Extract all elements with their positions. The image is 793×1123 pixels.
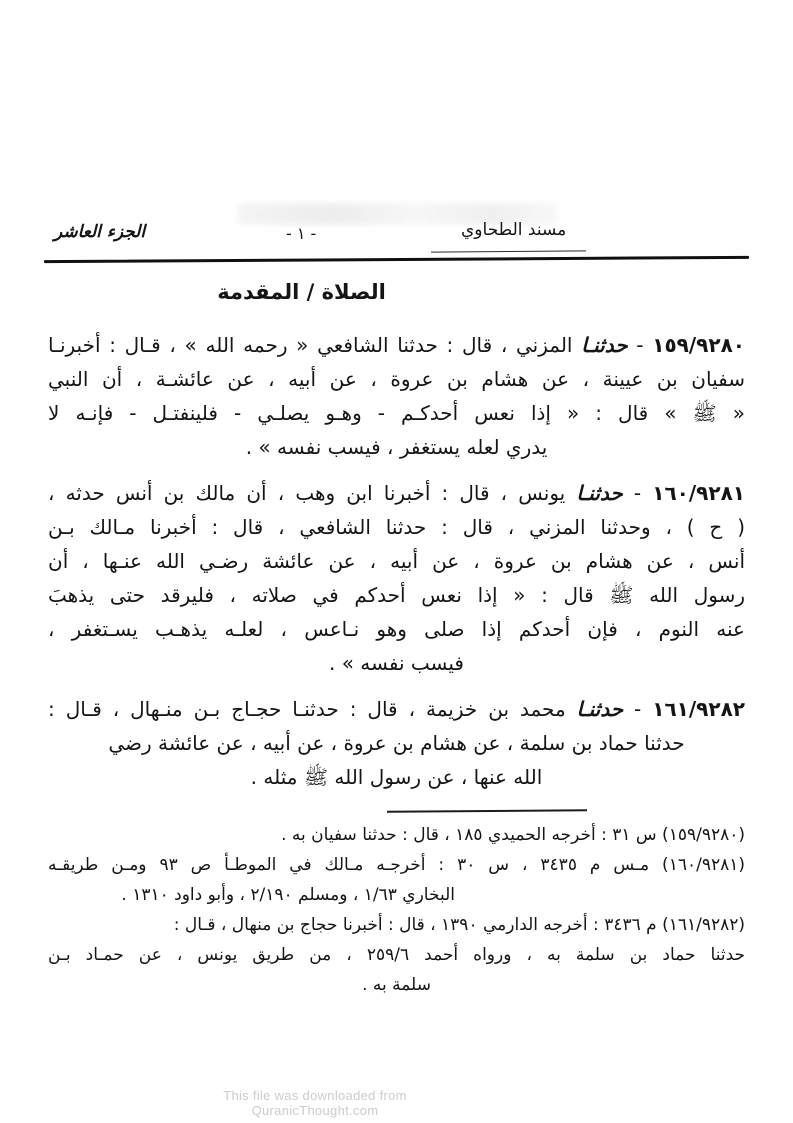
footnote-line: سلمة به . bbox=[362, 975, 431, 995]
hadith-line: سفيان بن عيينة ، عن هشام بن عروة ، عن أبيه ، عن عائشـة ، أن النبي bbox=[48, 367, 745, 391]
line-text: يونس ، قال : أخبرنا ابن وهب ، أن مالك بن أنس حدثه ، bbox=[48, 481, 577, 505]
hadith-line: يدري لعله يستغفر ، فيسب نفسه » . bbox=[245, 435, 548, 459]
hadith-text-block bbox=[48, 328, 745, 794]
hadith-opener: حدثنـا bbox=[576, 697, 624, 721]
hadith-number: ١٦٠/٩٢٨١ bbox=[652, 481, 745, 505]
hadith-line bbox=[48, 476, 745, 510]
hadith-line bbox=[48, 328, 745, 362]
hadith-line: فيسب نفسه » . bbox=[329, 651, 464, 675]
line-text: - bbox=[622, 481, 653, 505]
header-rule bbox=[44, 256, 749, 263]
line-text: المزني ، قال : حدثنا الشافعي « رحمه الله » ، قـال : أخبرنـا bbox=[48, 333, 582, 357]
hadith-line: ( ح ) ، وحدثنا المزني ، قال : حدثنا الشافعي ، قال : أخبرنا مـالك بـن bbox=[48, 515, 745, 539]
footnote-line: (١٥٩/٩٢٨٠) س ٣١ : أخرجه الحميدي ١٨٥ ، قال : حدثنا سفيان به . bbox=[281, 825, 745, 845]
section-title: الصلاة / المقدمة bbox=[217, 280, 386, 304]
hadith-line: « ﷺ » قال : « إذا نعس أحدكـم - وهـو يصلـي - فلينفتـل - فإنـه لا bbox=[48, 401, 745, 425]
hadith-opener: حدثنـا bbox=[581, 333, 628, 357]
footnotes-block bbox=[48, 820, 745, 1000]
hadith-number: ١٦١/٩٢٨٢ bbox=[652, 697, 745, 721]
footnote-line: حدثنا حماد بن سلمة به ، ورواه أحمد ٢٥٩/٦ ، من طريق يونس ، عن حمـاد بـن bbox=[48, 945, 745, 965]
hadith-line: أنس ، عن هشام بن عروة ، عن أبيه ، عن عائشة رضـي الله عنـها ، أن bbox=[48, 549, 745, 573]
watermark-text: This file was downloaded from QuranicThought.com bbox=[223, 1088, 407, 1118]
hadith-paragraph bbox=[48, 692, 745, 794]
book-title: مسند الطحاوي bbox=[461, 220, 567, 240]
header-underline bbox=[431, 250, 586, 252]
footnote-line: (١٦٠/٩٢٨١) مـس م ٣٤٣٥ ، س ٣٠ : أخرجـه مـالك في الموطـأ ص ٩٣ ومـن طريقـه bbox=[48, 855, 745, 875]
page-header bbox=[48, 220, 745, 256]
volume-label: الجزء العاشر bbox=[54, 222, 146, 242]
hadith-line: حدثنا حماد بن سلمة ، عن هشام بن عروة ، عن أبيه ، عن عائشة رضي bbox=[108, 731, 685, 755]
line-text: - bbox=[627, 333, 653, 357]
hadith-opener: حدثنـا bbox=[576, 481, 623, 505]
footnote-line: البخاري ١/٦٣ ، ومسلم ٢/١٩٠ ، وأبو داود ١٣١٠ . bbox=[121, 885, 455, 905]
line-text: محمد بن خزيمة ، قال : حدثنـا حجـاج بـن منـهال ، قـال : bbox=[48, 697, 577, 721]
hadith-line bbox=[48, 692, 745, 726]
footnote-separator bbox=[387, 809, 587, 812]
hadith-number: ١٥٩/٩٢٨٠ bbox=[652, 333, 745, 357]
hadith-line: رسول الله ﷺ قال : « إذا نعس أحدكم في صلاته ، فليرقد حتى يذهبَ bbox=[48, 583, 745, 607]
footnote-line: (١٦١/٩٢٨٢) م ٣٤٣٦ : أخرجه الدارمي ١٣٩٠ ، قال : أخبرنا حجاج بن منهال ، قـال : bbox=[173, 915, 745, 935]
hadith-line: الله عنها ، عن رسول الله ﷺ مثله . bbox=[250, 765, 543, 789]
line-text: - bbox=[623, 697, 653, 721]
page-number: - ١ - bbox=[286, 224, 317, 243]
hadith-paragraph bbox=[48, 476, 745, 680]
hadith-line: عنه النوم ، فإن أحدكم إذا صلى وهو نـاعس ، لعلـه يذهـب يسـتغفر ، bbox=[48, 617, 745, 641]
hadith-paragraph bbox=[48, 328, 745, 464]
